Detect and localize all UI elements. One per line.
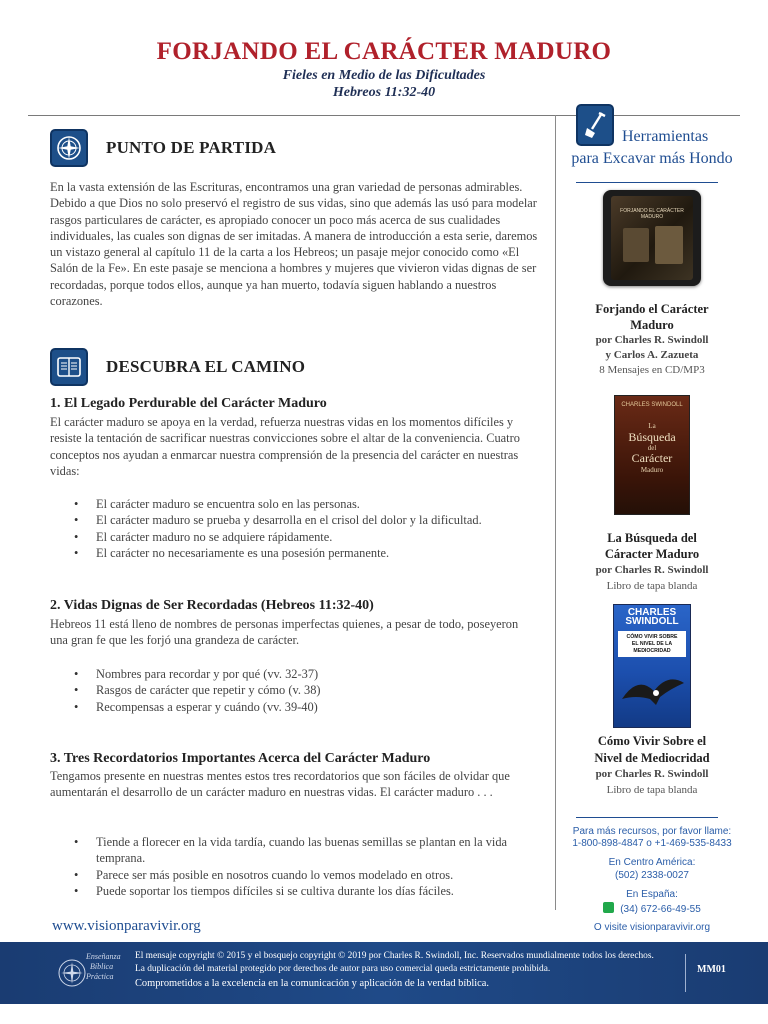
sidebar-divider	[576, 817, 718, 818]
book3-cover-t3: MEDIOCRIDAD	[633, 648, 671, 654]
resource-author-2: por Charles R. Swindoll	[595, 564, 709, 576]
section-punto-de-partida	[50, 129, 276, 167]
page-subtitle: Fieles en Medio de las Dificultades	[282, 68, 486, 83]
resource-title-2b: Cáracter Maduro	[604, 547, 700, 561]
book-cover-t5: Maduro	[640, 466, 664, 474]
website-link[interactable]: www.visionparavivir.org	[52, 918, 201, 934]
sidebar-title-line1: Herramientas	[622, 128, 709, 145]
header-divider	[28, 115, 740, 116]
bullet-item: • El carácter maduro se encuentra solo en las personas.	[50, 496, 540, 512]
section-2-bullets	[50, 666, 540, 715]
page-header	[0, 38, 768, 101]
whatsapp-icon	[603, 902, 614, 913]
resource-title-2a: La Búsqueda del	[607, 531, 697, 545]
mission-statement: Comprometidos a la excelencia en la comunicación y aplicación de la verdad bíblica.	[135, 978, 490, 989]
section-1-text: El carácter maduro se apoya en la verdad, refuerza nuestras vidas en los momentos difíciles y resiste la tentación de sacrificar nuestras convicciones sobre el altar de la conveniencia. Cuatro conceptos nos ayudan a enmarcar nuestra comprensión de la presencia del carácter en nuestras vidas:	[50, 415, 520, 478]
copyright-line: El mensaje copyright © 2015 y el bosquejo copyright © 2019 por Charles R. Swindoll, Inc. Reservados mundialmente todos los derechos.	[135, 951, 654, 961]
resource-format-1: 8 Mensajes en CD/MP3	[599, 364, 705, 376]
column-divider	[555, 115, 556, 910]
section-title: DESCUBRA EL CAMINO	[106, 357, 306, 376]
bullet-item: • Nombres para recordar y por qué (vv. 32-37)	[50, 666, 540, 682]
section-1-bullets	[50, 496, 540, 561]
resource-title-3a: Cómo Vivir Sobre el	[597, 734, 707, 748]
section-3-text: Tengamos presente en nuestras mentes estos tres recordatorios que son fáciles de olvidar que aumentarán el desarrollo de un carácter maduro en nuestras vidas. El carácter maduro . . .	[50, 769, 510, 800]
bullet-item: • El carácter maduro no se adquiere rápidamente.	[50, 529, 540, 545]
logo-seal: Enseñanza Bíblica Práctica	[58, 950, 130, 996]
contact-spain-label: En España:	[626, 889, 678, 900]
book-cover-t2: Búsqueda	[628, 430, 676, 444]
scripture-reference: Hebreos 11:32-40	[332, 85, 436, 100]
subheading-3: 3. Tres Recordatorios Importantes Acerca del Carácter Maduro	[50, 751, 431, 766]
contact-line-1: Para más recursos, por favor llame:	[572, 826, 732, 837]
footer-divider	[685, 954, 686, 992]
book3-cover-t1: CÓMO VIVIR SOBRE	[626, 634, 678, 640]
bullet-item: • Tiende a florecer en la vida tardía, cuando las buenas semillas se plantan en la vida temprana.	[50, 834, 540, 867]
shovel-icon	[576, 104, 614, 146]
document-code: MM01	[697, 964, 726, 975]
resource-title-1b: Maduro	[630, 318, 674, 332]
contact-phone-central-america[interactable]: (502) 2338-0027	[615, 870, 689, 881]
contact-phone-us[interactable]: 1-800-898-4847 o +1-469-535-8433	[572, 838, 732, 849]
sidebar-title-line2: para Excavar más Hondo	[571, 150, 733, 167]
contact-phone-spain[interactable]: (34) 672-66-49-55	[562, 902, 742, 916]
bullet-item: • Rasgos de carácter que repetir y cómo (v. 38)	[50, 682, 540, 698]
subheading-2: 2. Vidas Dignas de Ser Recordadas (Hebreos 11:32-40)	[50, 598, 374, 613]
contact-central-america-label: En Centro América:	[608, 857, 696, 868]
footer-bar	[0, 942, 768, 1004]
book-cover-busqueda[interactable]	[614, 395, 690, 515]
page-title: FORJANDO EL CARÁCTER MADURO	[156, 38, 612, 65]
resource-title-1a: Forjando el Carácter	[595, 302, 709, 316]
bullet-item: • Puede soportar los tiempos difíciles si se cultiva durante los días fáciles.	[50, 883, 540, 899]
cd-cover-image[interactable]	[603, 190, 701, 286]
book-cover-t1: La	[648, 422, 656, 430]
resource-author-1b: y Carlos A. Zazueta	[605, 349, 699, 361]
open-book-icon	[50, 348, 88, 386]
compass-icon	[50, 129, 88, 167]
section-descubra-el-camino	[50, 348, 305, 386]
bullet-item: • El carácter maduro se prueba y desarrolla en el crisol del dolor y la dificultad.	[50, 512, 540, 528]
book-cover-mediocridad[interactable]	[613, 604, 691, 728]
intro-paragraph: En la vasta extensión de las Escrituras, encontramos una gran variedad de personas admirables. Debido a que Dios no solo preservó el registro de sus vidas, sino que además las usó para modelar rasgos particulares de carácter, es apropiado conocer un poco más acerca de sus cualidades individuales, las cuales son dignas de ser imitadas. A manera de introducción a esta serie, daremos un vistazo general al capítulo 11 de la carta a los Hebreos; un pasaje mejor conocido como «El Salón de la Fe». En este pasaje se menciona a hombres y mujeres que vivieron vidas dignas de ser recordadas, porque todos ellos, aunque ya han muerto, todavía siguen hablando a nuestros corazones.	[50, 180, 538, 309]
book-cover-author: CHARLES SWINDOLL	[621, 402, 683, 408]
sidebar-divider	[576, 182, 718, 183]
bullet-item: • Recompensas a esperar y cuándo (vv. 39-40)	[50, 699, 540, 715]
section-title: PUNTO DE PARTIDA	[106, 138, 277, 157]
duplication-notice: La duplicación del material protegido por derechos de autor para uso comercial queda estrictamente prohibida.	[135, 964, 551, 974]
contact-website[interactable]: O visite visionparavivir.org	[593, 922, 711, 933]
book3-cover-author-2: SWINDOLL	[625, 616, 679, 627]
eagle-illustration	[620, 669, 686, 713]
resource-format-2: Libro de tapa blanda	[606, 580, 698, 592]
book-cover-t3: del	[647, 444, 657, 452]
bullet-item: • El carácter no necesariamente es una posesión permanente.	[50, 545, 540, 561]
bullet-item: • Parece ser más posible en nosotros cuando lo vemos modelado en otros.	[50, 867, 540, 883]
book3-cover-t2: EL NIVEL DE LA	[631, 641, 673, 647]
section-2-text: Hebreos 11 está lleno de nombres de personas imperfectas quienes, a pesar de todo, poseyeron una gran fe que les forjó una grandeza de carácter.	[50, 617, 519, 648]
book-cover-t4: Carácter	[631, 451, 673, 465]
resource-author-1a: por Charles R. Swindoll	[595, 334, 709, 346]
section-3-bullets	[50, 834, 540, 899]
resource-author-3: por Charles R. Swindoll	[595, 768, 709, 780]
resource-title-3b: Nivel de Mediocridad	[594, 751, 710, 765]
cd-cover-title: FORJANDO EL CARÁCTER MADURO	[620, 208, 684, 220]
resource-format-3: Libro de tapa blanda	[606, 784, 698, 796]
book3-cover-author-1: CHARLES	[627, 607, 677, 618]
subheading-1: 1. El Legado Perdurable del Carácter Maduro	[50, 396, 327, 411]
